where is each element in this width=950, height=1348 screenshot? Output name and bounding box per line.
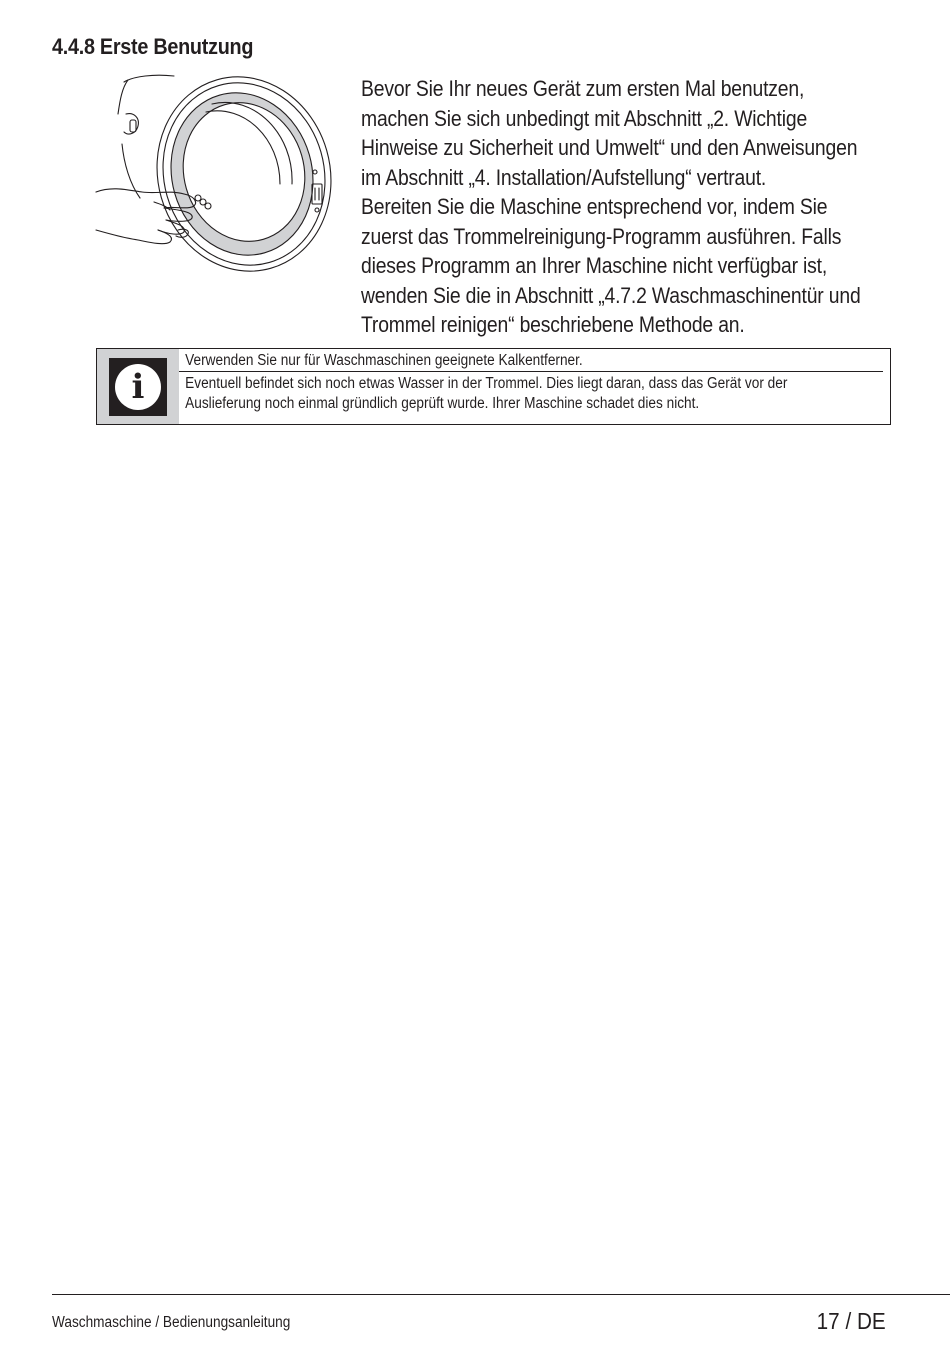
- info-icon: [109, 358, 167, 416]
- info-icon-glyph: i: [131, 366, 145, 407]
- intro-line: im Abschnitt „4. Installation/Aufstellung“ vertraut.: [361, 164, 767, 190]
- intro-line: Bevor Sie Ihr neues Gerät zum ersten Mal benutzen,: [361, 76, 805, 101]
- intro-line: zuerst das Trommelreinigung-Programm ausführen. Falls: [361, 223, 842, 249]
- intro-line: Trommel reinigen“ beschriebene Methode an.: [361, 312, 745, 337]
- footer-rule: [52, 1294, 950, 1295]
- note-row-1: Verwenden Sie nur für Waschmaschinen geeignete Kalkentferner.: [179, 349, 883, 372]
- note-texts: [179, 349, 890, 424]
- section-heading: 4.4.8 Erste Benutzung: [52, 34, 254, 59]
- footer-page-number: 17 / DE: [816, 1308, 886, 1334]
- intro-line: machen Sie sich unbedingt mit Abschnitt „2. Wichtige: [361, 105, 808, 131]
- footer-document-title: Waschmaschine / Bedienungsanleitung: [52, 1314, 291, 1331]
- intro-line: wenden Sie die in Abschnitt „4.7.2 Waschmaschinentür und: [361, 282, 861, 308]
- intro-line: Hinweise zu Sicherheit und Umwelt“ und den Anweisungen: [361, 135, 858, 160]
- note-row-2: [179, 372, 890, 415]
- intro-line: dieses Programm an Ihrer Maschine nicht verfügbar ist,: [361, 253, 828, 278]
- note-line: Auslieferung noch einmal gründlich geprüft wurde. Ihrer Maschine schadet dies nicht.: [185, 394, 700, 412]
- intro-line: Bereiten Sie die Maschine entsprechend vor, indem Sie: [361, 194, 828, 219]
- note-line: Eventuell befindet sich noch etwas Wasser in der Trommel. Dies liegt daran, dass das Gerät vor der: [185, 375, 788, 392]
- info-note-box: [96, 348, 891, 425]
- washing-machine-door-hand-illustration: [94, 74, 334, 274]
- intro-paragraph: [361, 74, 889, 340]
- info-icon-cell: [97, 349, 179, 424]
